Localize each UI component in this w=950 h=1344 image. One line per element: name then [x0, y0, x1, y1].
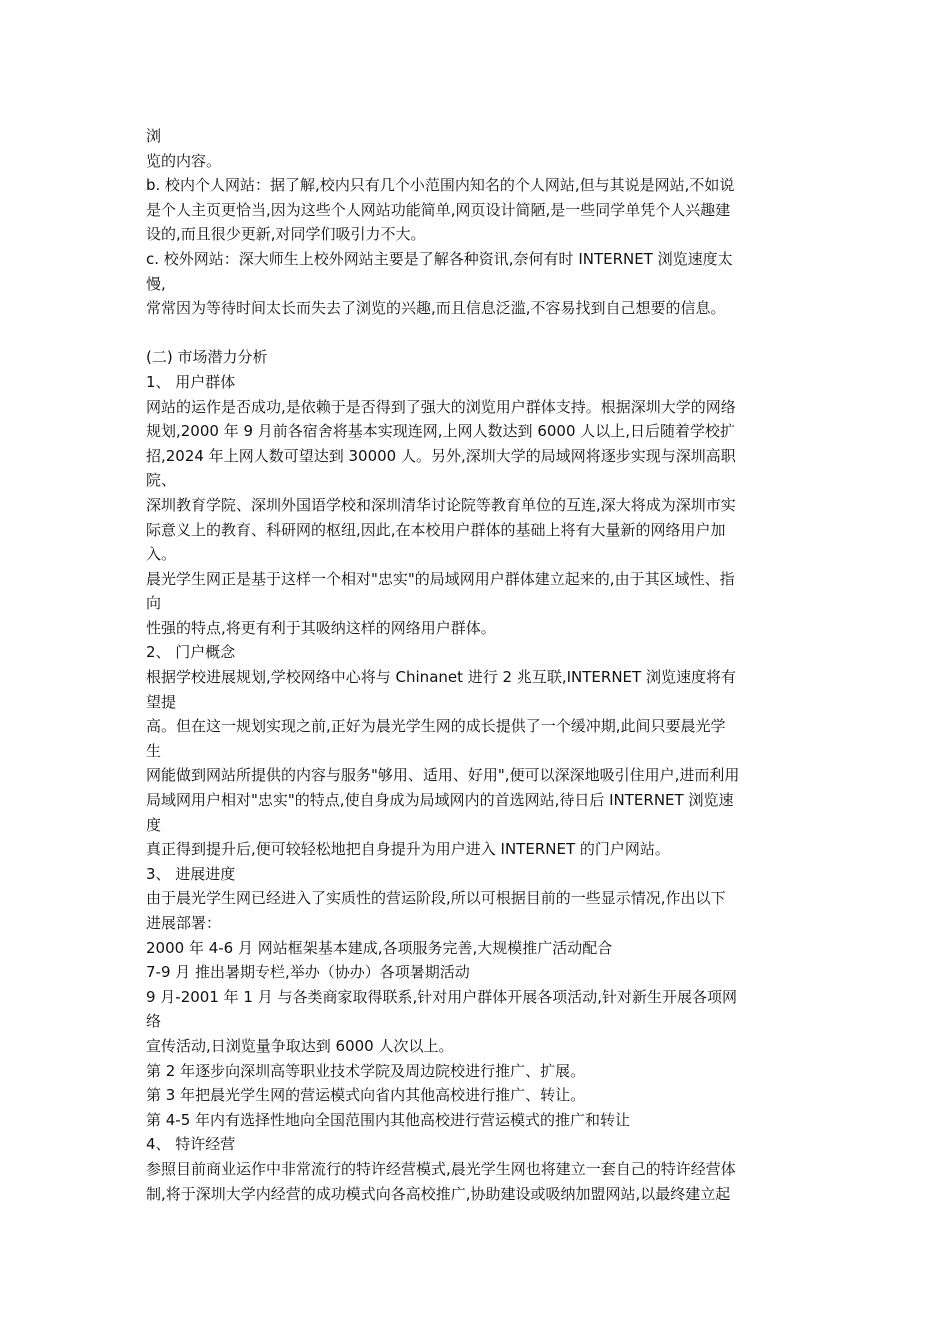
text-line: 局域网用户相对"忠实"的特点,使自身成为局域网内的首选网站,待日后 INTERNET 浏览速 [146, 791, 734, 810]
text-line: 浏 [146, 127, 162, 145]
text-line: 制,将于深圳大学内经营的成功模式向各高校推广,协助建设或吸纳加盟网站,以最终建立起 [146, 1184, 731, 1203]
text-line: 望提 [146, 692, 177, 711]
text-line: 由于晨光学生网已经进入了实质性的营运阶段,所以可根据目前的一些显示情况,作出以下 [146, 889, 726, 908]
text-line: 生 [146, 741, 162, 760]
text-line: 高。但在这一规划实现之前,正好为晨光学生网的成长提供了一个缓冲期,此间只要晨光学 [146, 717, 726, 736]
text-line: 9 月-2001 年 1 月 与各类商家取得联系,针对用户群体开展各项活动,针对新生开展各项网 [146, 987, 738, 1006]
text-line: 是个人主页更恰当,因为这些个人网站功能简单,网页设计简陋,是一些同学单凭个人兴趣建 [146, 200, 731, 219]
text-line: 宣传活动,日浏览量争取达到 6000 人次以上。 [146, 1036, 454, 1055]
text-line: 院、 [146, 471, 177, 490]
text-line: 2000 年 4-6 月 网站框架基本建成,各项服务完善,大规模推广活动配合 [146, 938, 613, 957]
text-line: 深圳教育学院、深圳外国语学校和深圳清华讨论院等教育单位的互连,深大将成为深圳市实 [146, 495, 736, 514]
text-line: 进展部署： [146, 914, 222, 932]
text-line: 规划,2000 年 9 月前各宿舍将基本实现连网,上网人数达到 6000 人以上,日后随着学校扩 [146, 422, 736, 441]
text-line: 参照目前商业运作中非常流行的特许经营模式,晨光学生网也将建立一套自己的特许经营体 [146, 1159, 736, 1178]
text-line: 7-9 月 推出暑期专栏,举办（协办）各项暑期活动 [146, 963, 470, 982]
text-line: 度 [146, 815, 162, 834]
text-line: 网能做到网站所提供的内容与服务"够用、适用、好用",便可以深深地吸引住用户,进而利用 [146, 766, 740, 785]
text-line: 第 2 年逐步向深圳高等职业技术学院及周边院校进行推广、扩展。 [146, 1061, 586, 1080]
text-line: c. 校外网站：深大师生上校外网站主要是了解各种资讯,奈何有时 INTERNET 浏览速度太 [146, 249, 733, 268]
text-line: 慢, [146, 274, 166, 293]
text-line: 性强的特点,将更有利于其吸纳这样的网络用户群体。 [146, 618, 496, 637]
text-line: 3、 进展进度 [146, 864, 236, 883]
text-line: 晨光学生网正是基于这样一个相对"忠实"的局域网用户群体建立起来的,由于其区域性、指 [146, 569, 735, 588]
text-line: 览的内容。 [146, 151, 222, 170]
text-line: 2、 门户概念 [146, 643, 236, 662]
text-line: (二) 市场潜力分析 [146, 348, 268, 367]
text-line: 1、 用户群体 [146, 372, 236, 391]
text-line: 向 [146, 594, 162, 613]
blank-line [146, 321, 812, 346]
text-line: 真正得到提升后,便可较轻松地把自身提升为用户进入 INTERNET 的门户网站。 [146, 840, 670, 859]
text-line: 入。 [146, 545, 177, 564]
text-line: 4、 特许经营 [146, 1135, 236, 1154]
text-line: 常常因为等待时间太长而失去了浏览的兴趣,而且信息泛滥,不容易找到自己想要的信息。 [146, 299, 726, 318]
text-line: 际意义上的教育、科研网的枢纽,因此,在本校用户群体的基础上将有大量新的网络用户加 [146, 520, 726, 539]
text-line: 设的,而且很少更新,对同学们吸引力不大。 [146, 225, 426, 244]
text-line: 第 3 年把晨光学生网的营运模式向省内其他高校进行推广、转让。 [146, 1086, 586, 1105]
text-line: 网站的运作是否成功,是依赖于是否得到了强大的浏览用户群体支持。根据深圳大学的网络 [146, 397, 736, 416]
text-line: b. 校内个人网站：据了解,校内只有几个小范围内知名的个人网站,但与其说是网站,不如说 [146, 176, 735, 195]
text-line: 根据学校进展规划,学校网络中心将与 Chinanet 进行 2 兆互联,INTERNET 浏览速度将有 [146, 668, 736, 687]
text-line: 第 4-5 年内有选择性地向全国范围内其他高校进行营运模式的推广和转让 [146, 1110, 631, 1129]
text-line: 招,2024 年上网人数可望达到 30000 人。另外,深圳大学的局域网将逐步实现与深圳高职 [146, 446, 736, 465]
document-body [146, 124, 812, 1206]
text-line: 络 [146, 1012, 162, 1031]
